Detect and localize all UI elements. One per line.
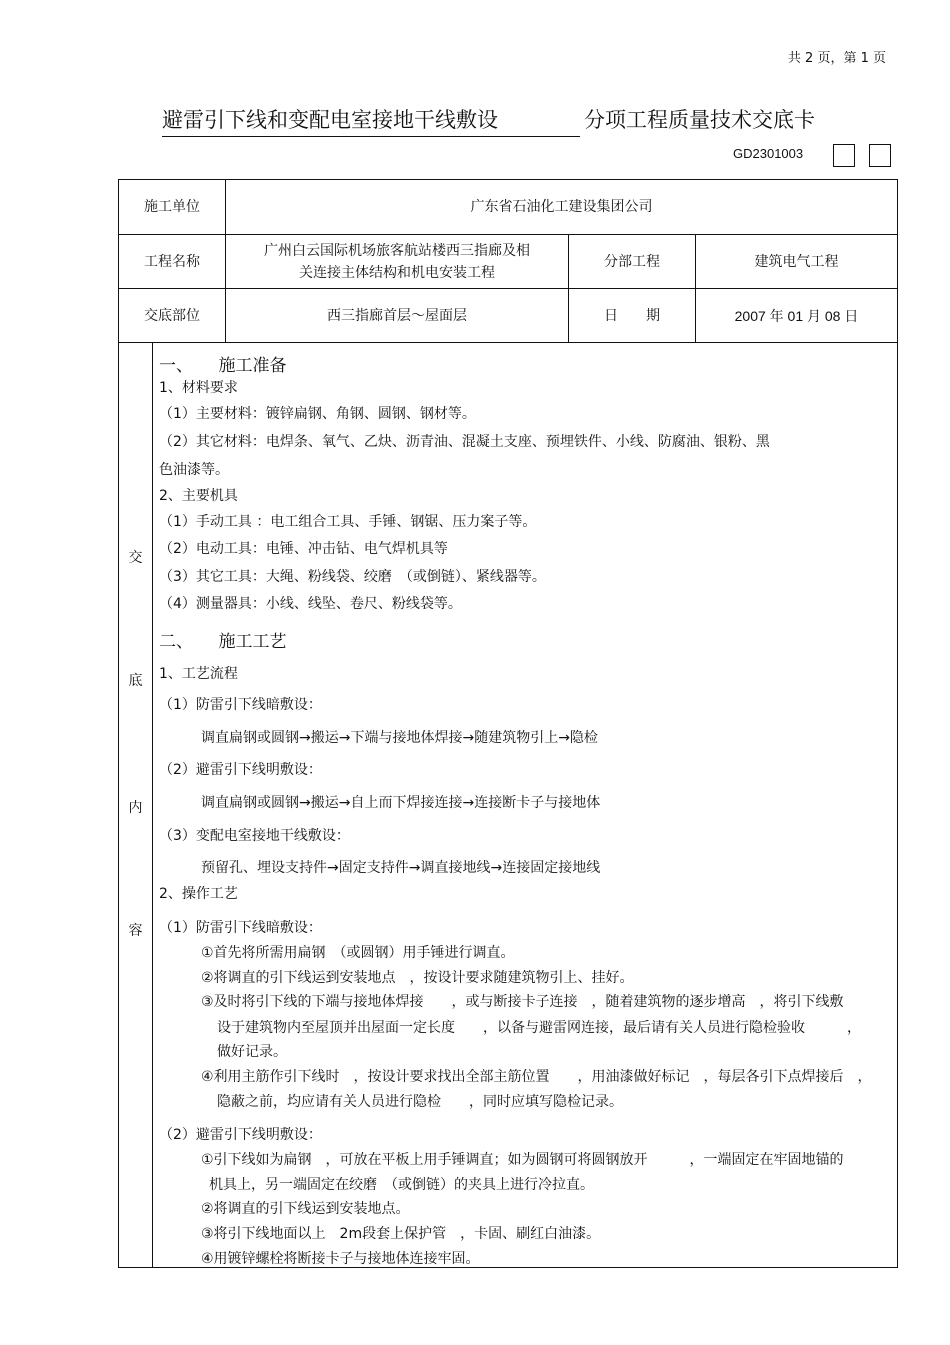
doc-code: GD2301003	[733, 146, 804, 161]
content-line: ②将调直的引下线运到安装地点 ，按设计要求随建筑物引上、挂好。	[201, 970, 634, 986]
side-label-char: 底	[128, 673, 143, 689]
title-main: 避雷引下线和变配电室接地干线敷设	[162, 104, 580, 137]
document-title	[162, 104, 815, 137]
content-line: （1）防雷引下线暗敷设：	[159, 920, 322, 936]
content-line: （2）避雷引下线明敷设：	[159, 762, 322, 778]
side-label-char: 容	[128, 923, 143, 939]
content-line: ③及时将引下线的下端与接地体焊接 ，或与断接卡子连接 ，随着建筑物的逐步增高 ，将引下线敷	[201, 994, 844, 1010]
content-line: （2）避雷引下线明敷设：	[159, 1127, 322, 1143]
col-divider	[152, 342, 153, 1268]
content-line: ②将调直的引下线运到安装地点。	[201, 1201, 410, 1217]
side-label-char: 内	[128, 800, 143, 816]
content-line: ④利用主筋作引下线时 ，按设计要求找出全部主筋位置 ，用油漆做好标记 ，每层各引下点焊接后 ，	[201, 1069, 872, 1085]
page-counter: 共 2 页，第 1 页	[787, 51, 886, 66]
content-line: （2）其它材料：电焊条、氧气、乙炔、沥青油、混凝土支座、预埋铁件、小线、防腐油、银粉、黑	[159, 434, 770, 450]
location-label: 交底部位	[144, 307, 200, 324]
project-value-line2: 关连接主体结构和机电安装工程	[299, 264, 495, 281]
project-value	[226, 235, 568, 288]
content-line: ③将引下线地面以上 2m段套上保护管 ，卡固、刷红白油漆。	[201, 1226, 601, 1242]
process-flow: 调直扁钢或圆钢→搬运→下端与接地体焊接→随建筑物引上→隐检	[201, 730, 598, 746]
content-line: （2）电动工具：电锤、冲击钻、电气焊机具等	[159, 541, 448, 557]
unit-value: 广东省石油化工建设集团公司	[470, 199, 653, 215]
subsection-heading: 2、操作工艺	[159, 886, 238, 902]
row-divider	[119, 342, 897, 343]
process-flow: 预留孔、埋设支持件→固定支持件→调直接地线→连接固定接地线	[201, 860, 601, 876]
subsection-heading: 2、主要机具	[159, 488, 238, 504]
content-line: （3）其它工具：大绳、粉线袋、绞磨 （或倒链）、紧线器等。	[159, 569, 546, 585]
checkbox-2[interactable]	[869, 144, 891, 167]
title-suffix: 分项工程质量技术交底卡	[584, 108, 815, 132]
location-value: 西三指廊首层～屋面层	[327, 307, 467, 324]
subsection-heading: 1、工艺流程	[159, 666, 238, 682]
unit-label: 施工单位	[144, 199, 200, 215]
project-value-line1: 广州白云国际机场旅客航站楼西三指廊及相	[264, 242, 530, 259]
subsection-heading: 1、材料要求	[159, 380, 238, 396]
content-line: ④用镀锌螺栓将断接卡子与接地体连接牢固。	[201, 1251, 480, 1267]
subproject-value: 建筑电气工程	[754, 253, 839, 270]
date-value: 2007 年 01 月 08 日	[734, 307, 859, 324]
content-line: （1）防雷引下线暗敷设：	[159, 697, 322, 713]
content-line: 隐蔽之前，均应请有关人员进行隐检 ，同时应填写隐检记录。	[217, 1094, 623, 1110]
content-line: 设于建筑物内至屋顶并出屋面一定长度 ，以备与避雷网连接，最后请有关人员进行隐检验收 ，	[217, 1020, 861, 1036]
content-line: 做好记录。	[217, 1044, 287, 1060]
subproject-label: 分部工程	[604, 253, 660, 270]
content-line: 色油漆等。	[159, 462, 229, 478]
briefing-table	[118, 179, 898, 1268]
content-line: ①首先将所需用扁钢 （或圆钢）用手锤进行调直。	[201, 945, 515, 961]
content-line: （1）主要材料：镀锌扁钢、角钢、圆钢、钢材等。	[159, 406, 476, 422]
content-line: （3）变配电室接地干线敷设：	[159, 828, 350, 844]
content-line: 机具上，另一端固定在绞磨 （或倒链）的夹具上进行冷拉直。	[209, 1177, 594, 1193]
section-heading: 二、 施工工艺	[159, 632, 287, 652]
section-heading: 一、 施工准备	[159, 356, 287, 376]
project-label: 工程名称	[144, 253, 200, 270]
date-label: 日 期	[604, 307, 660, 324]
process-flow: 调直扁钢或圆钢→搬运→自上而下焊接连接→连接断卡子与接地体	[201, 795, 601, 811]
content-line: ①引下线如为扁钢 ，可放在平板上用手锤调直；如为圆钢可将圆钢放开 ，一端固定在牢固地锚的	[201, 1152, 844, 1168]
content-line: （1）手动工具 ：电工组合工具、手锤、钢锯、压力案子等。	[159, 514, 537, 530]
content-line: （4）测量器具：小线、线坠、卷尺、粉线袋等。	[159, 596, 462, 612]
side-label-char: 交	[128, 550, 143, 566]
checkbox-1[interactable]	[833, 144, 855, 167]
